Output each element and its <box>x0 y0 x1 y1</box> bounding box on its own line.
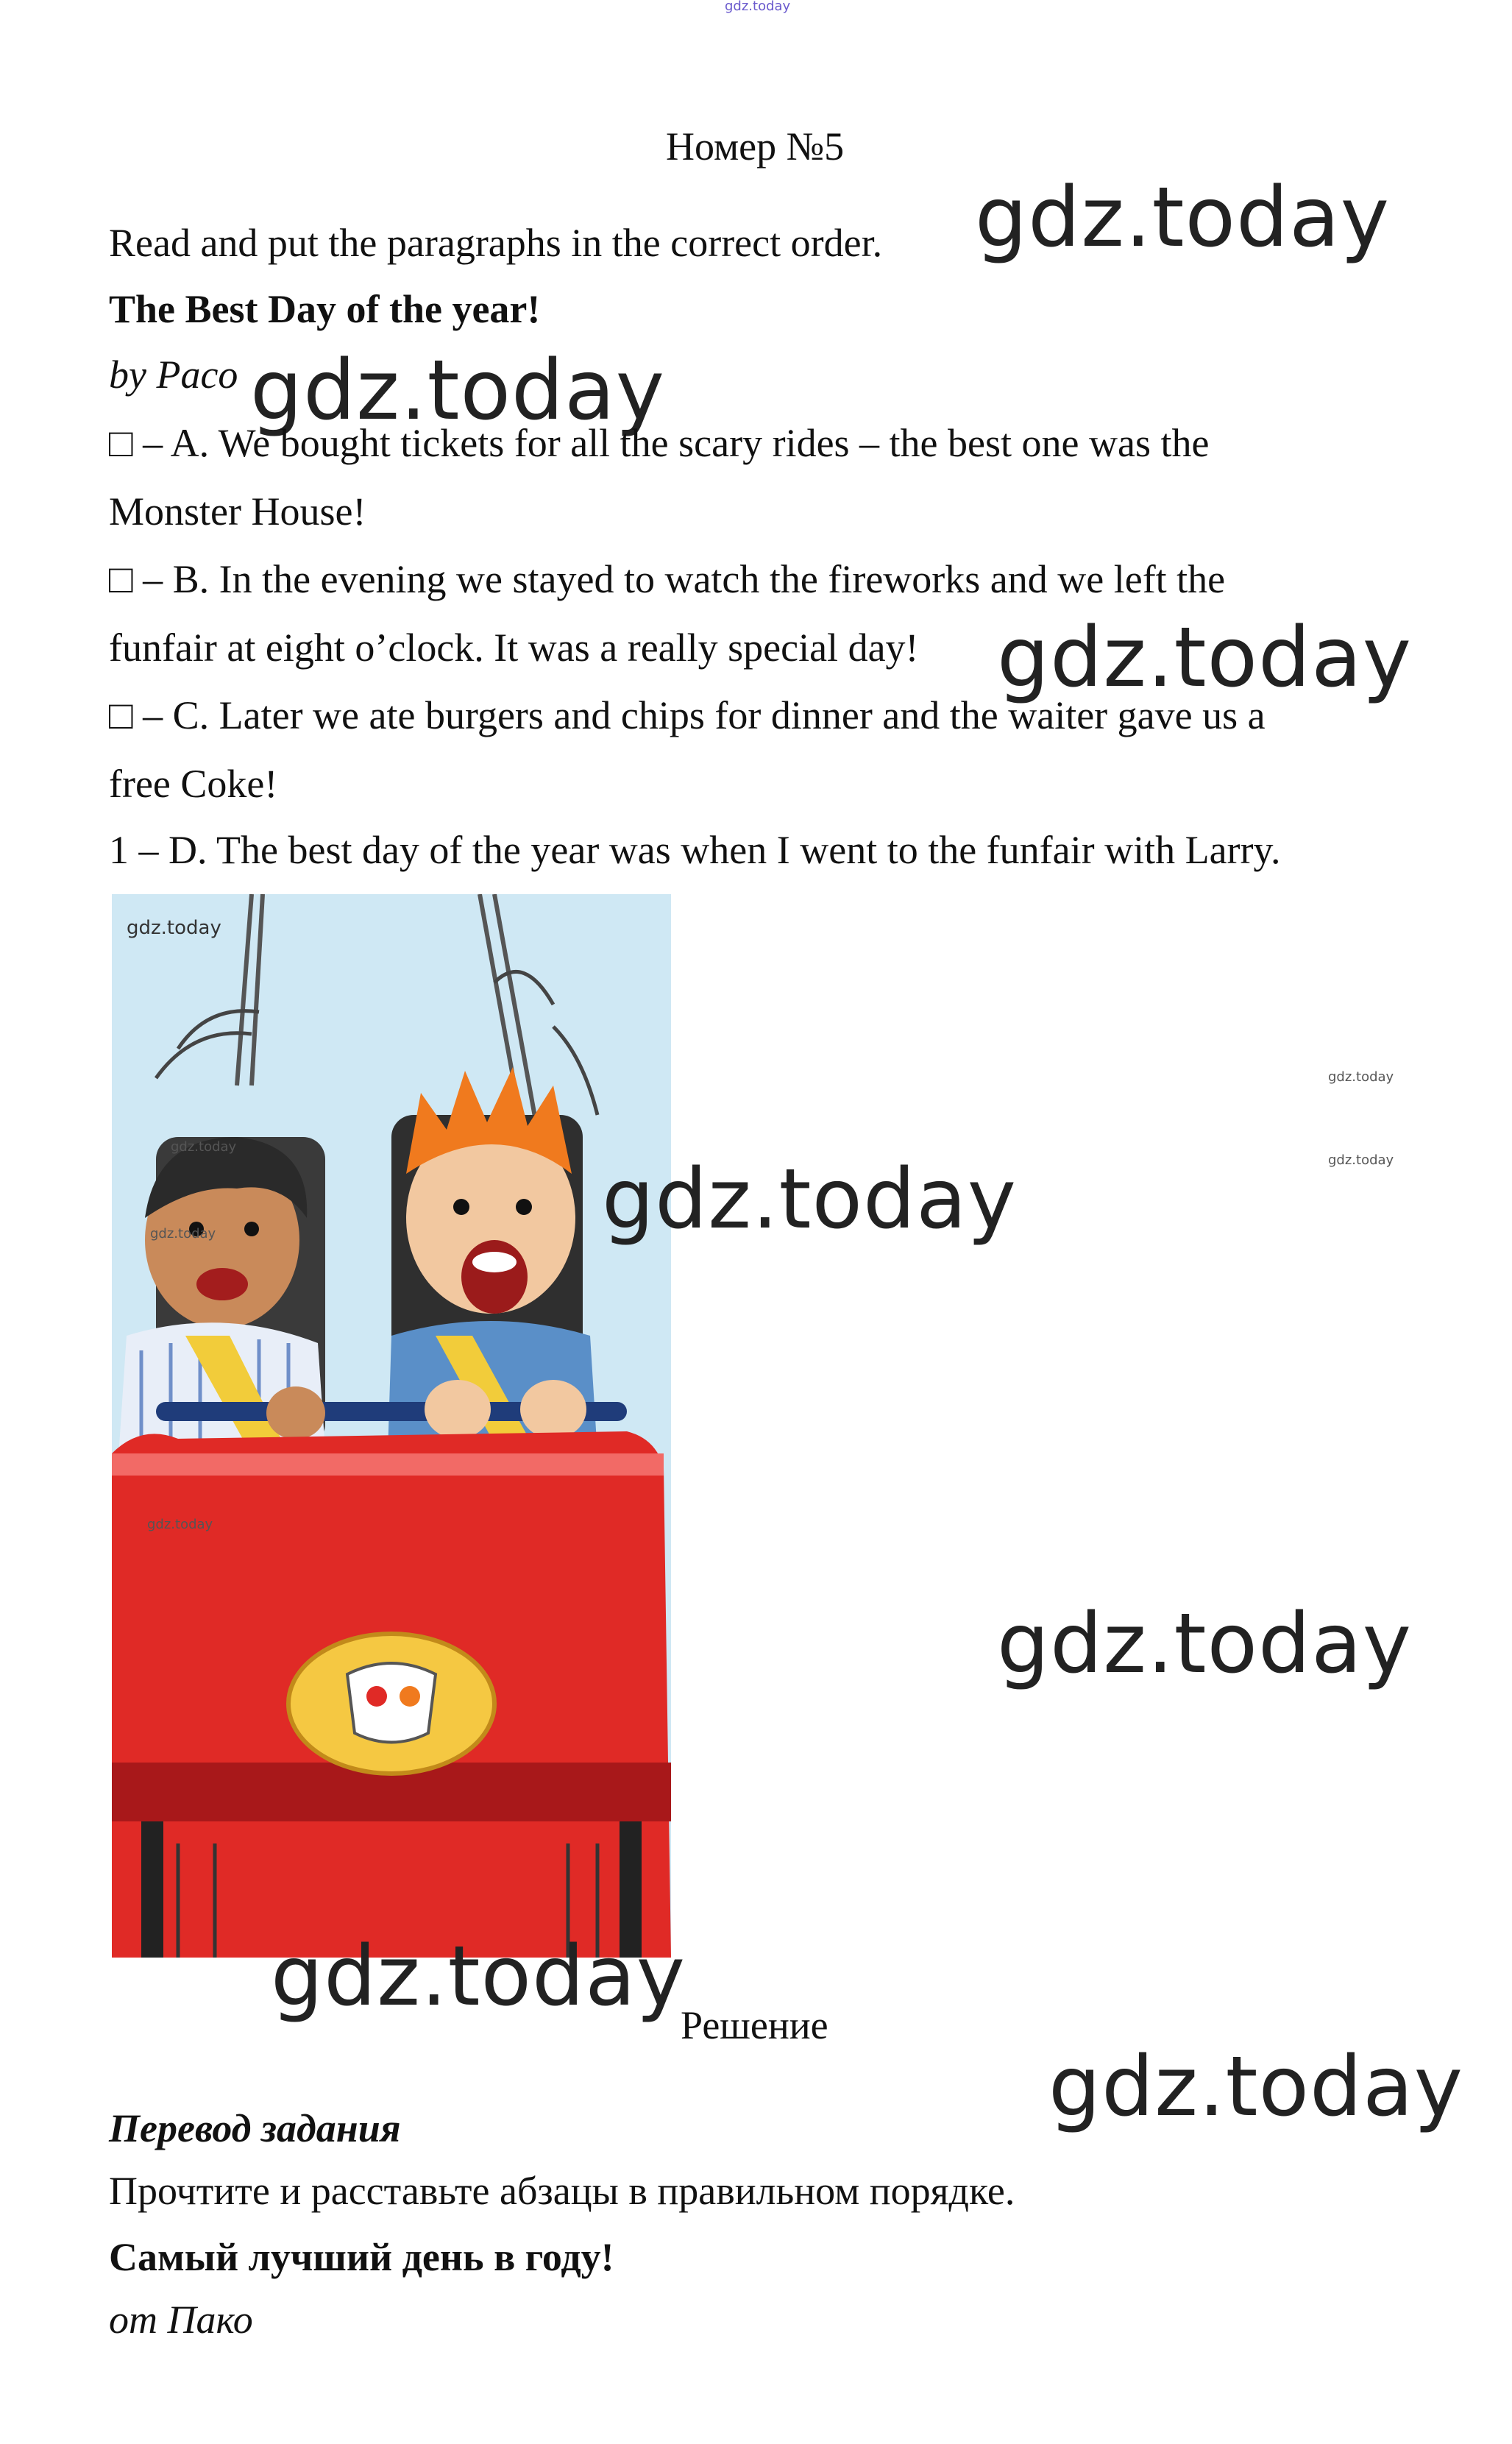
paragraph-c-line2: free Coke! <box>109 762 278 806</box>
watermark: gdz.today <box>975 170 1391 266</box>
translation-author: от Пако <box>109 2298 253 2342</box>
checkbox-a[interactable]: □ <box>109 421 133 465</box>
solution-label: Решение <box>681 2003 828 2047</box>
watermark: gdz.today <box>147 1517 213 1532</box>
story-author: by Paco <box>109 353 238 397</box>
paragraph-a-line1: – A. We bought tickets for all the scary rides – the best one was the <box>143 421 1210 465</box>
task-instruction: Read and put the paragraphs in the correct order. <box>109 221 883 265</box>
watermark: gdz.today <box>997 1596 1413 1692</box>
watermark-top: gdz.today <box>725 0 791 14</box>
paragraph-a-line2: Monster House! <box>109 489 366 534</box>
watermark: gdz.today <box>1328 1152 1394 1168</box>
translation-title: Самый лучший день в году! <box>109 2235 614 2279</box>
watermark: gdz.today <box>1328 1069 1394 1085</box>
checkbox-b[interactable]: □ <box>109 557 133 601</box>
funfair-ride-illustration <box>112 894 671 1958</box>
paragraph-b-line1: – B. In the evening we stayed to watch the fireworks and we left the <box>143 557 1226 601</box>
watermark: gdz.today <box>602 1152 1018 1247</box>
translation-instruction: Прочтите и расставьте абзацы в правильном порядке. <box>109 2169 1015 2213</box>
watermark: gdz.today <box>997 610 1413 706</box>
translation-heading: Перевод задания <box>109 2106 401 2150</box>
paragraph-d-line1: – D. The best day of the year was when I went to the funfair with Larry. <box>138 828 1281 872</box>
watermark: gdz.today <box>271 1929 686 2025</box>
paragraph-c <box>109 695 1266 735</box>
watermark: gdz.today <box>1048 2039 1464 2135</box>
answer-d: 1 <box>109 828 129 872</box>
watermark: gdz.today <box>150 1226 216 1242</box>
checkbox-c[interactable]: □ <box>109 693 133 737</box>
paragraph-c-line1: – C. Later we ate burgers and chips for dinner and the waiter gave us a <box>143 693 1266 737</box>
paragraph-b-line2: funfair at eight o’clock. It was a really special day! <box>109 626 919 670</box>
watermark: gdz.today <box>127 917 221 939</box>
watermark: gdz.today <box>250 343 666 439</box>
story-title: The Best Day of the year! <box>109 287 541 331</box>
page-title: Номер №5 <box>666 124 845 169</box>
paragraph-b <box>109 559 1225 599</box>
paragraph-a <box>109 423 1209 463</box>
paragraph-d <box>109 830 1281 870</box>
watermark: gdz.today <box>171 1139 237 1155</box>
